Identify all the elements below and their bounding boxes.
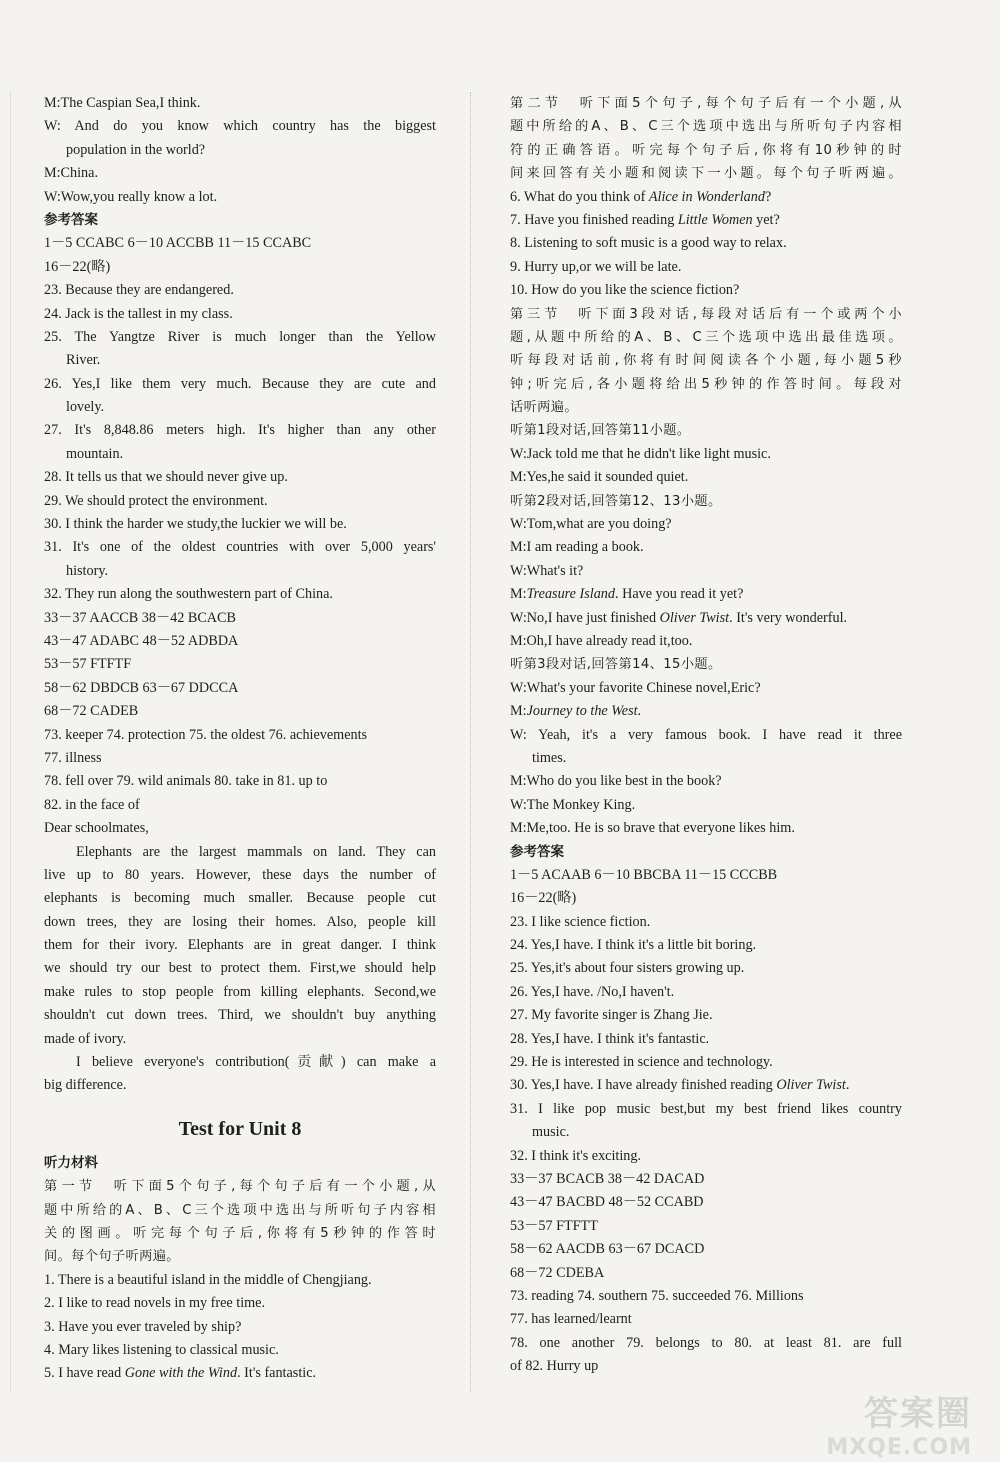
text-line: W: And do you know which country has the biggest (44, 118, 436, 135)
text-line: W:Jack told me that he didn't like light music. (510, 445, 771, 462)
text-line: 27. It's 8,848.86 meters high. It's higher than any other (44, 422, 436, 439)
text-line: 73. keeper 74. protection 75. the oldest 76. achievements (44, 726, 368, 743)
text-line: 钟;听完后,各小题将给出5秒钟的作答时间。每段对 (510, 376, 902, 392)
text-line: 58－62 AACDB 63－67 DCACD (510, 1241, 705, 1258)
text-line: 32. They run along the southwestern part of China. (44, 586, 333, 603)
text-line: 73. reading 74. southern 75. succeeded 76. Millions (510, 1287, 804, 1304)
text-line: 78. fell over 79. wild animals 80. take in 81. up to (44, 773, 328, 790)
text-line: 26. Yes,I like them very much. Because they are cute and (44, 375, 436, 392)
text-line: 听每段对话前,你将有时间阅读各个小题,每小题5秒 (510, 353, 902, 369)
text-line: lovely. (66, 399, 105, 416)
text-line: 9. Hurry up,or we will be late. (510, 258, 682, 275)
text-line: Dear schoolmates, (44, 820, 149, 837)
text-line: 31. I like pop music best,but my best friend likes country (510, 1100, 902, 1117)
text-line: 24. Jack is the tallest in my class. (44, 305, 233, 322)
text-line: 间来回答有关小题和阅读下一小题。每个句子听两遍。 (510, 166, 902, 182)
text-line: 6. What do you think of Alice in Wonderland? (510, 188, 772, 205)
text-line: 53－57 FTFTF (44, 656, 132, 673)
text-line: mountain. (66, 445, 124, 462)
text-line: W:Wow,you really know a lot. (44, 188, 218, 205)
section-heading: 听力材料 (44, 1154, 98, 1171)
text-line: W:What's it? (510, 562, 584, 579)
text-line: 10. How do you like the science fiction? (510, 282, 740, 299)
text-line: 24. Yes,I have. I think it's a little bit boring. (510, 937, 757, 954)
text-line: 关的图画。听完每个句子后,你将有5秒钟的作答时 (44, 1225, 436, 1241)
text-line: shouldn't cut down trees. Third, we shouldn't buy anything (44, 1007, 436, 1024)
text-line: them for their ivory. Elephants are in great danger. I think (44, 937, 436, 954)
section-title: Test for Unit 8 (178, 1117, 302, 1140)
text-line: 3. Have you ever traveled by ship? (44, 1318, 242, 1335)
text-line: 8. Listening to soft music is a good way to relax. (510, 235, 787, 252)
text-line: 26. Yes,I have. /No,I haven't. (510, 983, 675, 1000)
text-line: 7. Have you finished reading Little Women yet? (510, 211, 780, 228)
text-line: 话听两遍。 (510, 400, 578, 416)
text-line: M:Oh,I have already read it,too. (510, 632, 693, 649)
text-line: down trees, they are losing their homes. Also, people kill (44, 913, 436, 930)
text-line: 68－72 CADEB (44, 703, 139, 720)
watermark (772, 1386, 972, 1460)
page-edge-rule (10, 92, 11, 1392)
text-line: 25. Yes,it's about four sisters growing up. (510, 960, 745, 977)
text-line: I believe everyone's contribution(贡献) can make a (76, 1054, 436, 1071)
text-line: W:The Monkey King. (510, 796, 636, 813)
text-line: 77. illness (44, 749, 102, 766)
text-line: music. (532, 1124, 570, 1141)
text-line: 1－5 CCABC 6－10 ACCBB 11－15 CCABC (44, 235, 312, 252)
text-line: 第二节 听下面5个句子,每个句子后有一个小题,从 (510, 96, 902, 111)
text-line: W: Yeah, it's a very famous book. I have read it three (510, 726, 902, 743)
text-line: M:The Caspian Sea,I think. (44, 95, 201, 111)
text-line: W:Tom,what are you doing? (510, 516, 672, 533)
text-line: 58－62 DBDCB 63－67 DDCCA (44, 679, 239, 696)
text-line: 29. We should protect the environment. (44, 492, 268, 509)
text-line: 33－37 BCACB 38－42 DACAD (510, 1170, 705, 1187)
text-line: 23. I like science fiction. (510, 913, 651, 930)
text-line: 77. has learned/learnt (510, 1311, 632, 1328)
text-line: 题,从题中所给的A、B、C三个选项中选出最佳选项。 (510, 329, 902, 345)
text-line: 4. Mary likes listening to classical music. (44, 1341, 279, 1358)
text-line: 1. There is a beautiful island in the middle of Chengjiang. (44, 1271, 372, 1288)
text-line: live up to 80 years. However, these days the number of (44, 866, 436, 883)
text-line: population in the world? (66, 141, 206, 158)
text-line: 33－37 AACCB 38－42 BCACB (44, 609, 236, 626)
text-line: M:I am reading a book. (510, 539, 644, 556)
text-line: River. (66, 352, 101, 369)
text-line: 题中所给的A、B、C三个选项中选出与所听句子内容相 (44, 1202, 436, 1218)
text-line: 16－22(略) (44, 258, 111, 275)
text-line: 28. It tells us that we should never give up. (44, 469, 288, 486)
text-line: 30. I think the harder we study,the luckier we will be. (44, 516, 347, 533)
watermark-url: MXQE.COM (826, 1435, 972, 1460)
text-line: 第三节 听下面3段对话,每段对话后有一个或两个小 (510, 306, 902, 322)
text-line: made of ivory. (44, 1030, 127, 1047)
text-line: make rules to stop people from killing elephants. Second,we (44, 983, 436, 1000)
text-line: 间。每个句子听两遍。 (44, 1249, 180, 1265)
watermark-logo: 答案圈 (864, 1394, 972, 1434)
text-line: Elephants are the largest mammals on land. They can (76, 843, 436, 860)
section-heading: 参考答案 (510, 843, 564, 860)
text-line: M:Me,too. He is so brave that everyone likes him. (510, 820, 795, 837)
text-line: of 82. Hurry up (510, 1358, 599, 1375)
text-line: 符的正确答语。听完每个句子后,你将有10秒钟的时 (510, 142, 902, 158)
text-line: M:Treasure Island. Have you read it yet? (510, 586, 744, 603)
section-heading: 参考答案 (44, 211, 98, 228)
right-column (510, 92, 902, 1378)
text-line: 43－47 ADABC 48－52 ADBDA (44, 632, 239, 649)
text-line: 43－47 BACBD 48－52 CCABD (510, 1194, 704, 1211)
text-line: 题中所给的A、B、C三个选项中选出与所听句子内容相 (510, 119, 902, 135)
text-line: 27. My favorite singer is Zhang Jie. (510, 1007, 713, 1024)
text-line: 78. one another 79. belongs to 80. at least 81. are full (510, 1334, 902, 1351)
text-line: 听第2段对话,回答第12、13小题。 (510, 493, 722, 509)
text-line: 听第1段对话,回答第11小题。 (510, 423, 691, 439)
text-line: elephants is becoming much smaller. Because people cut (44, 890, 436, 907)
text-line: 30. Yes,I have. I have already finished reading Oliver Twist. (510, 1077, 850, 1094)
text-line: M:China. (44, 165, 98, 182)
text-line: 32. I think it's exciting. (510, 1147, 642, 1164)
text-line: big difference. (44, 1077, 127, 1094)
text-line: M:Who do you like best in the book? (510, 773, 722, 790)
text-line: W:No,I have just finished Oliver Twist. It's very wonderful. (510, 609, 848, 626)
text-line: 53－57 FTFTT (510, 1217, 598, 1234)
text-line: 29. He is interested in science and technology. (510, 1054, 773, 1071)
text-line: 82. in the face of (44, 796, 140, 813)
text-line: 听第3段对话,回答第14、15小题。 (510, 657, 722, 673)
text-line: times. (532, 749, 567, 766)
text-line: 5. I have read Gone with the Wind. It's fantastic. (44, 1365, 317, 1382)
text-line: 28. Yes,I have. I think it's fantastic. (510, 1030, 710, 1047)
text-line: M:Yes,he said it sounded quiet. (510, 469, 689, 486)
text-line: 第一节 听下面5个句子,每个句子后有一个小题,从 (44, 1179, 436, 1195)
text-line: we should try our best to protect them. First,we should help (44, 960, 436, 977)
text-line: history. (66, 562, 109, 579)
text-line: 25. The Yangtze River is much longer than the Yellow (44, 328, 436, 345)
column-divider (470, 92, 471, 1392)
left-column (44, 92, 436, 1386)
text-line: 16－22(略) (510, 890, 577, 907)
text-line: 1－5 ACAAB 6－10 BBCBA 11－15 CCCBB (510, 866, 778, 883)
text-line: 2. I like to read novels in my free time. (44, 1295, 266, 1312)
text-line: M:Journey to the West. (510, 703, 642, 720)
text-line: 31. It's one of the oldest countries with over 5,000 years' (44, 539, 436, 556)
text-line: 68－72 CDEBA (510, 1264, 605, 1281)
text-line: W:What's your favorite Chinese novel,Eric? (510, 679, 761, 696)
text-line: 23. Because they are endangered. (44, 282, 234, 299)
